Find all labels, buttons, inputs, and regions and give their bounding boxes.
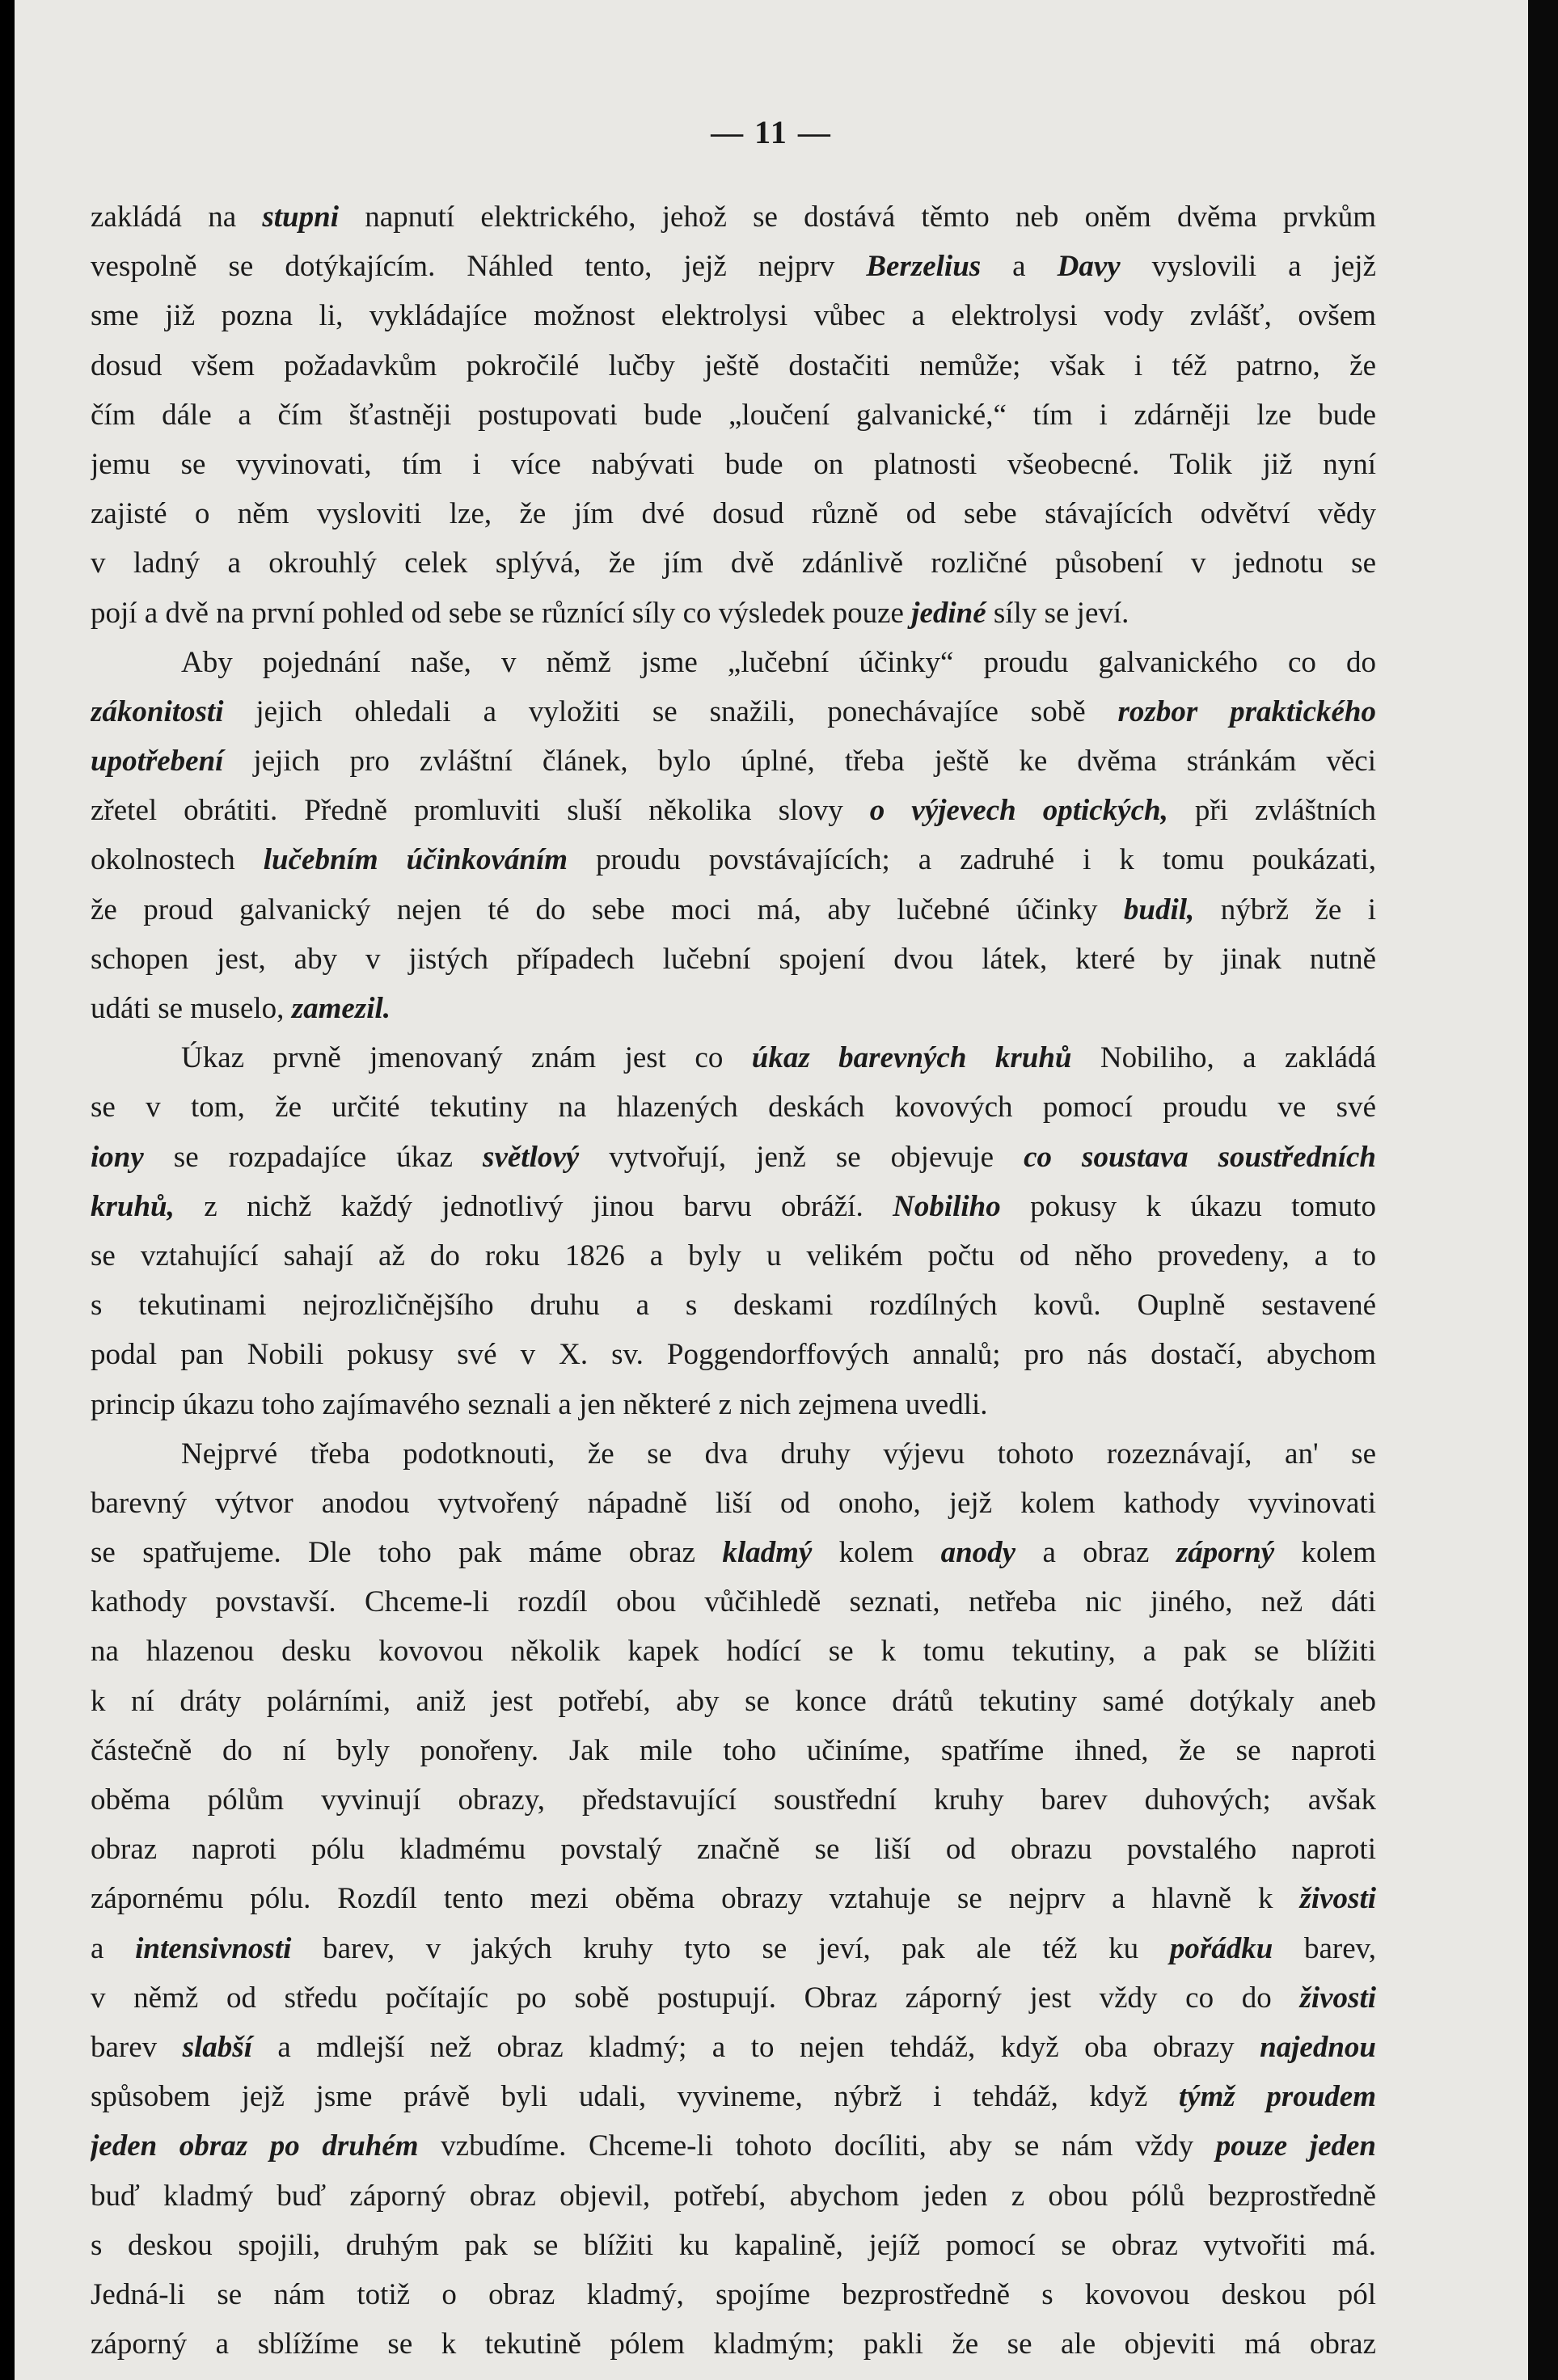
text-segment: buď kladmý buď záporný obraz objevil, potřebí, abychom jeden z obou pólů bezprostředně bbox=[91, 2179, 1376, 2213]
text-segment: síly se jeví. bbox=[986, 596, 1129, 630]
text-segment: vyslovili a jejž bbox=[1120, 250, 1376, 284]
text-segment: vzbudíme. Chceme-li tohoto docíliti, aby se nám vždy bbox=[418, 2129, 1216, 2163]
emphasis-text: jeden obraz po druhém bbox=[91, 2129, 419, 2163]
emphasis-text: kladmý bbox=[722, 1536, 813, 1570]
text-segment: a bbox=[91, 1931, 136, 1965]
text-line bbox=[91, 2121, 1376, 2171]
text-segment: udáti se muselo, bbox=[91, 992, 292, 1025]
text-segment: záporný a sblížíme se k tekutině pólem kladmým; pakli že se ale objeviti má obraz bbox=[91, 2327, 1376, 2361]
emphasis-text: záporný bbox=[1176, 1536, 1275, 1570]
text-line bbox=[91, 2221, 1376, 2270]
emphasis-text: týmž proudem bbox=[1178, 2080, 1376, 2114]
text-line bbox=[91, 1380, 1376, 1429]
text-line bbox=[91, 1033, 1376, 1082]
text-line bbox=[91, 1726, 1376, 1775]
text-line bbox=[91, 589, 1376, 638]
emphasis-text: pořádku bbox=[1169, 1931, 1273, 1965]
emphasis-text: stupni bbox=[262, 200, 339, 234]
text-line bbox=[91, 1677, 1376, 1726]
text-line bbox=[91, 341, 1376, 390]
text-segment: a obraz bbox=[1015, 1536, 1176, 1570]
text-line bbox=[91, 1133, 1376, 1182]
emphasis-text: světlový bbox=[483, 1140, 580, 1174]
emphasis-text: iony bbox=[91, 1140, 144, 1174]
text-line bbox=[91, 786, 1376, 835]
text-line bbox=[91, 440, 1376, 489]
text-segment: jemu se vyvinovati, tím i více nabývati bude on platnosti všeobecné. Tolik již nyní bbox=[91, 447, 1376, 481]
text-line bbox=[91, 885, 1376, 935]
emphasis-text: anody bbox=[940, 1536, 1016, 1570]
text-line bbox=[91, 1973, 1376, 2023]
text-line bbox=[91, 1330, 1376, 1379]
text-segment: zajisté o něm vysloviti lze, že jím dvé dosud různě od sebe stávajících odvětví vědy bbox=[91, 497, 1376, 531]
text-segment: z nichž každý jednotlivý jinou barvu obráží. bbox=[174, 1189, 893, 1223]
text-segment: okolnostech bbox=[91, 843, 264, 877]
text-line bbox=[91, 1429, 1376, 1479]
emphasis-text: pouze jeden bbox=[1215, 2129, 1376, 2163]
emphasis-text: rozbor praktického bbox=[1117, 694, 1376, 728]
emphasis-text: živosti bbox=[1299, 1882, 1376, 1916]
body-text bbox=[91, 192, 1376, 2369]
text-line bbox=[91, 2072, 1376, 2121]
text-segment: a bbox=[981, 250, 1058, 284]
text-line bbox=[91, 1231, 1376, 1281]
text-segment: podal pan Nobili pokusy své v X. sv. Poggendorffových annalů; pro nás dostačí, abychom bbox=[91, 1338, 1376, 1372]
emphasis-text: intensivnosti bbox=[135, 1931, 292, 1965]
text-line bbox=[91, 2270, 1376, 2319]
text-segment: že proud galvanický nejen té do sebe moci má, aby lučebné účinky bbox=[91, 892, 1124, 926]
scan-edge bbox=[1528, 0, 1558, 2380]
text-segment: Jedná-li se nám totiž o obraz kladmý, spojíme bezprostředně s kovovou deskou pól bbox=[91, 2277, 1376, 2311]
text-segment: s tekutinami nejrozličnějšího druhu a s deskami rozdílných kovů. Ouplně sestavené bbox=[91, 1289, 1376, 1323]
text-segment: vytvořují, jenž se objevuje bbox=[579, 1140, 1024, 1174]
text-segment: na hlazenou desku kovovou několik kapek hodící se k tomu tekutiny, a pak se blížiti bbox=[91, 1635, 1376, 1669]
emphasis-text: živosti bbox=[1299, 1981, 1376, 2015]
text-segment: kathody povstavší. Chceme-li rozdíl obou vůčihledě seznati, netřeba nic jiného, než dáti bbox=[91, 1585, 1376, 1619]
text-line bbox=[91, 1082, 1376, 1132]
text-line bbox=[91, 1479, 1376, 1528]
page-number: — 11 — bbox=[711, 114, 832, 150]
text-segment: vespolně se dotýkajícím. Náhled tento, jejž nejprv bbox=[91, 250, 867, 284]
text-segment: schopen jest, aby v jistých případech lučební spojení dvou látek, které by jinak nutně bbox=[91, 942, 1376, 976]
text-segment: barev, v jakých kruhy tyto se jeví, pak ale též ku bbox=[291, 1931, 1170, 1965]
emphasis-text: Nobiliho bbox=[893, 1189, 1001, 1223]
text-line bbox=[91, 1528, 1376, 1577]
text-segment: kolem bbox=[1274, 1536, 1376, 1570]
emphasis-text: slabší bbox=[182, 2030, 252, 2064]
text-segment: v němž od středu počítajíc po sobě postupují. Obraz záporný jest vždy co do bbox=[91, 1981, 1300, 2015]
text-line bbox=[91, 935, 1376, 984]
text-segment: oběma pólům vyvinují obrazy, představující soustřední kruhy barev duhových; avšak bbox=[91, 1783, 1376, 1817]
text-segment: a mdlejší než obraz kladmý; a to nejen tehdáž, když oba obrazy bbox=[251, 2030, 1260, 2064]
text-segment: sme již pozna li, vykládajíce možnost elektrolysi vůbec a elektrolysi vody zvlášť, ovšem bbox=[91, 299, 1376, 333]
text-line bbox=[91, 242, 1376, 291]
text-line bbox=[91, 489, 1376, 538]
text-line bbox=[91, 2171, 1376, 2221]
emphasis-text: zákonitosti bbox=[91, 694, 224, 728]
text-segment: s deskou spojili, druhým pak se blížiti ku kapalině, jejíž pomocí se obraz vytvořiti má. bbox=[91, 2228, 1376, 2262]
text-segment: princip úkazu toho zajímavého seznali a jen některé z nich zejmena uvedli. bbox=[91, 1387, 988, 1421]
text-segment: zápornému pólu. Rozdíl tento mezi oběma obrazy vztahuje se nejprv a hlavně k bbox=[91, 1882, 1300, 1916]
text-segment: Úkaz prvně jmenovaný znám jest co bbox=[181, 1041, 752, 1075]
text-segment: jejich pro zvláštní článek, bylo úplné, třeba ještě ke dvěma stránkám věci bbox=[223, 745, 1376, 779]
text-segment: se vztahující sahají až do roku 1826 a byly u velikém počtu od něho provedeny, a to bbox=[91, 1239, 1376, 1272]
emphasis-text: o výjevech optických, bbox=[869, 794, 1168, 828]
emphasis-text: Berzelius bbox=[866, 250, 982, 284]
text-line bbox=[91, 1281, 1376, 1330]
text-segment: Nejprvé třeba podotknouti, že se dva druhy výjevu tohoto rozeznávají, an' se bbox=[181, 1437, 1376, 1471]
text-line bbox=[91, 2319, 1376, 2369]
text-segment: nýbrž že i bbox=[1194, 892, 1376, 926]
emphasis-text: kruhů, bbox=[91, 1189, 175, 1223]
emphasis-text: jediné bbox=[911, 596, 986, 630]
text-segment: barevný výtvor anodou vytvořený nápadně liší od onoho, jejž kolem kathody vyvinovati bbox=[91, 1486, 1376, 1520]
text-line bbox=[91, 638, 1376, 687]
text-line bbox=[91, 390, 1376, 440]
emphasis-text: najednou bbox=[1260, 2030, 1376, 2064]
text-segment: napnutí elektrického, jehož se dostává těmto neb oněm dvěma prvkům bbox=[338, 200, 1376, 234]
text-line bbox=[91, 1924, 1376, 1973]
text-line bbox=[91, 1825, 1376, 1874]
text-line bbox=[91, 2023, 1376, 2072]
emphasis-text: upotřebení bbox=[91, 745, 224, 779]
text-segment: při zvláštních bbox=[1167, 794, 1376, 828]
text-segment: dosud všem požadavkům pokročilé lučby ještě dostačiti nemůže; však i též patrno, že bbox=[91, 348, 1376, 382]
text-segment: kolem bbox=[812, 1536, 941, 1570]
text-segment: se rozpadajíce úkaz bbox=[143, 1140, 483, 1174]
scanned-page bbox=[15, 0, 1528, 2380]
text-segment: zakládá na bbox=[91, 200, 263, 234]
text-segment: se v tom, že určité tekutiny na hlazených deskách kovových pomocí proudu ve své bbox=[91, 1091, 1376, 1125]
text-segment: barev, bbox=[1273, 1931, 1376, 1965]
text-segment: zřetel obrátiti. Předně promluviti sluší několika slovy bbox=[91, 794, 870, 828]
emphasis-text: zamezil. bbox=[291, 992, 391, 1025]
text-line bbox=[91, 984, 1376, 1033]
text-line bbox=[91, 1182, 1376, 1231]
emphasis-text: lučebním účinkováním bbox=[263, 843, 568, 877]
emphasis-text: budil, bbox=[1123, 892, 1195, 926]
text-line bbox=[91, 291, 1376, 340]
text-segment: obraz naproti pólu kladmému povstalý značně se liší od obrazu povstalého naproti bbox=[91, 1833, 1376, 1867]
emphasis-text: Davy bbox=[1057, 250, 1121, 284]
text-segment: jejich ohledali a vyložiti se snažili, ponechávajíce sobě bbox=[223, 694, 1118, 728]
text-segment: se spatřujeme. Dle toho pak máme obraz bbox=[91, 1536, 723, 1570]
text-line bbox=[91, 192, 1376, 242]
text-line bbox=[91, 538, 1376, 588]
text-line bbox=[91, 687, 1376, 736]
text-line bbox=[91, 1627, 1376, 1676]
text-line bbox=[91, 1874, 1376, 1923]
emphasis-text: úkaz barevných kruhů bbox=[751, 1041, 1072, 1075]
text-segment: barev bbox=[91, 2030, 183, 2064]
text-line bbox=[91, 835, 1376, 884]
text-segment: pojí a dvě na první pohled od sebe se různící síly co výsledek pouze bbox=[91, 596, 912, 630]
text-line bbox=[91, 1775, 1376, 1825]
text-segment: čím dále a čím šťastněji postupovati bude „loučení galvanické,“ tím i zdárněji lze bude bbox=[91, 398, 1376, 432]
text-line bbox=[91, 736, 1376, 786]
text-segment: v ladný a okrouhlý celek splývá, že jím dvě zdánlivě rozličné působení v jednotu se bbox=[91, 546, 1376, 580]
text-line bbox=[91, 1577, 1376, 1627]
text-segment: Nobiliho, a zakládá bbox=[1071, 1041, 1376, 1075]
text-segment: k ní dráty polárními, aniž jest potřebí, aby se konce drátů tekutiny samé dotýkaly aneb bbox=[91, 1684, 1376, 1718]
text-segment: proudu povstávajících; a zadruhé i k tomu poukázati, bbox=[568, 843, 1376, 877]
text-segment: Aby pojednání naše, v němž jsme „lučební účinky“ proudu galvanického co do bbox=[181, 645, 1376, 679]
emphasis-text: co soustava soustředních bbox=[1024, 1140, 1376, 1174]
text-segment: spůsobem jejž jsme právě byli udali, vyvineme, nýbrž i tehdáž, když bbox=[91, 2080, 1179, 2114]
text-segment: pokusy k úkazu tomuto bbox=[1000, 1189, 1376, 1223]
text-segment: částečně do ní byly ponořeny. Jak mile toho učiníme, spatříme ihned, že se naproti bbox=[91, 1733, 1376, 1767]
